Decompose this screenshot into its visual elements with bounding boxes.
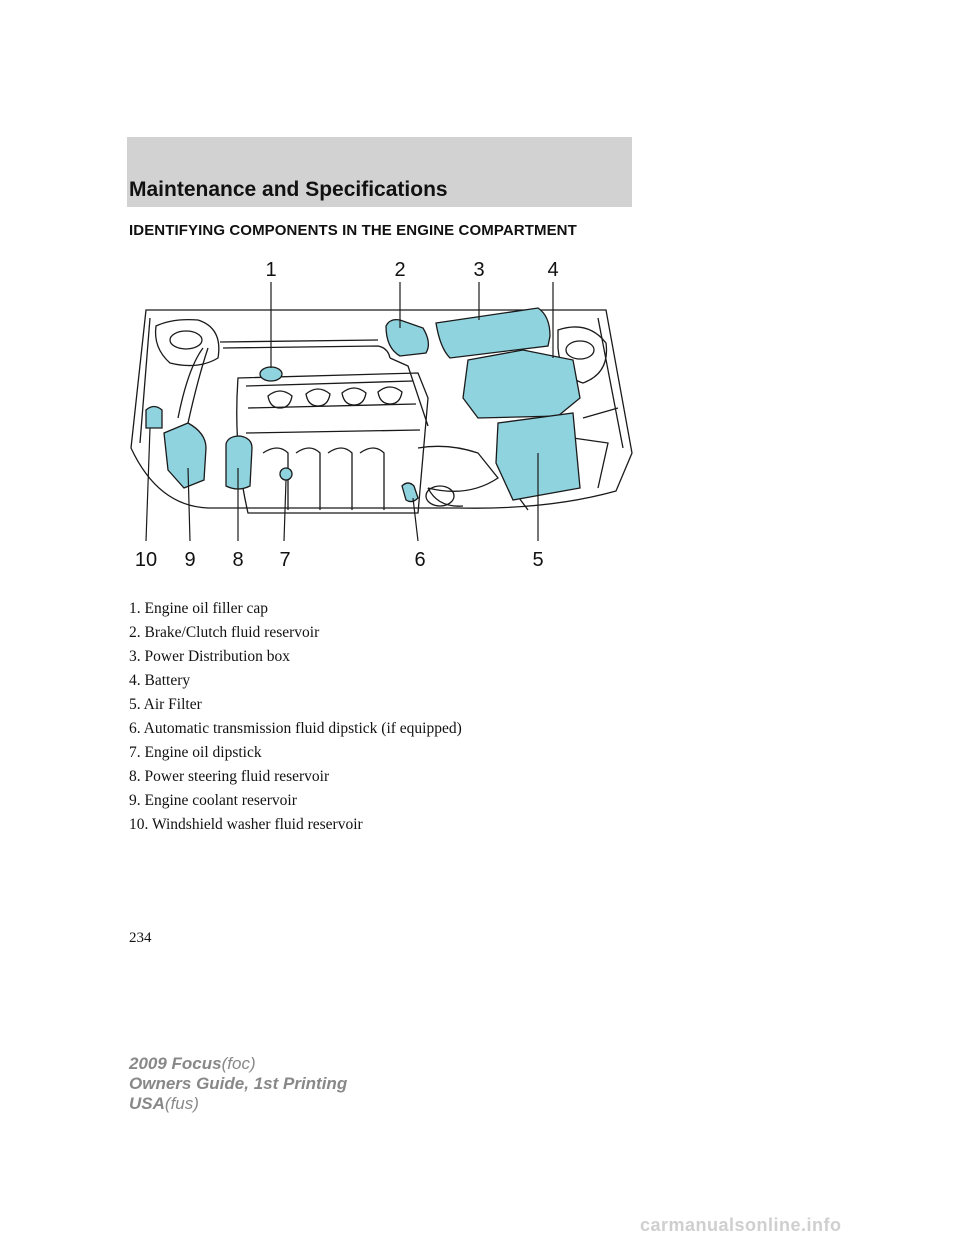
page-number: 234 — [129, 930, 152, 946]
power-distribution-box-shape — [436, 308, 550, 358]
power-steering-reservoir-shape — [226, 436, 252, 489]
oil-filler-cap-shape — [260, 367, 282, 381]
legend-item: 3. Power Distribution box — [129, 648, 291, 665]
footer-market: USA — [129, 1094, 165, 1113]
legend-item: 9. Engine coolant reservoir — [129, 792, 297, 809]
component-legend — [129, 597, 462, 837]
legend-item: 7. Engine oil dipstick — [129, 744, 262, 761]
coolant-reservoir-shape — [164, 423, 206, 488]
legend-item: 5. Air Filter — [129, 696, 202, 713]
callout-7: 7 — [279, 549, 291, 571]
battery-shape — [463, 350, 580, 418]
callout-6: 6 — [414, 549, 426, 571]
callout-9: 9 — [184, 549, 196, 571]
legend-item: 1. Engine oil filler cap — [129, 600, 269, 617]
footer-market-code: (fus) — [164, 1094, 199, 1113]
callout-2: 2 — [394, 259, 406, 281]
legend-item: 2. Brake/Clutch fluid reservoir — [129, 624, 320, 641]
washer-reservoir-shape — [146, 407, 162, 429]
page-title: Maintenance and Specifications — [129, 178, 448, 201]
legend-item: 10. Windshield washer fluid reservoir — [129, 816, 363, 833]
engine-compartment-diagram — [128, 248, 638, 578]
brake-reservoir-shape — [386, 320, 428, 356]
callout-5: 5 — [532, 549, 544, 571]
legend-item: 8. Power steering fluid reservoir — [129, 768, 330, 785]
legend-item: 6. Automatic transmission fluid dipstick (if equipped) — [129, 720, 462, 737]
callout-8: 8 — [232, 549, 244, 571]
callout-4: 4 — [547, 259, 559, 281]
footer-imprint — [129, 1054, 347, 1114]
footer-guide: Owners Guide, 1st Printing — [129, 1074, 348, 1093]
footer-model: 2009 Focus — [129, 1054, 222, 1073]
watermark: carmanualsonline.info — [640, 1215, 842, 1235]
callout-1: 1 — [265, 259, 277, 281]
oil-dipstick-shape — [280, 468, 292, 480]
callout-10: 10 — [134, 549, 158, 571]
section-heading: IDENTIFYING COMPONENTS IN THE ENGINE COMPARTMENT — [129, 222, 577, 239]
callout-3: 3 — [473, 259, 485, 281]
footer-model-code: (foc) — [221, 1054, 256, 1073]
legend-item: 4. Battery — [129, 672, 191, 689]
atf-dipstick-shape — [402, 483, 418, 502]
